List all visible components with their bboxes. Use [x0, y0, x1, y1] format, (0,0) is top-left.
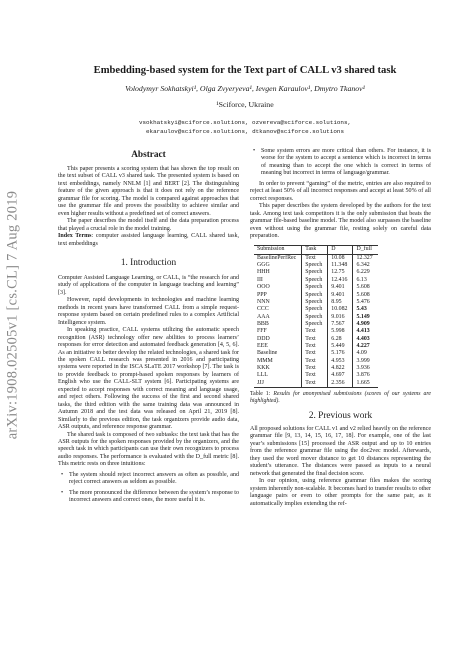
cell-task: Text [302, 380, 328, 388]
cell-d: 11.348 [328, 262, 353, 269]
results-table [254, 245, 378, 388]
paper-title: Embedding-based system for the Text part of CALL v3 shared task [93, 65, 397, 76]
index-terms [58, 233, 239, 248]
table-row [254, 380, 378, 388]
cell-task: Speech [302, 306, 328, 313]
cell-d: 8.95 [328, 299, 353, 306]
cell-dfull: 5.43 [356, 306, 367, 313]
cell-submission: PPP [254, 292, 302, 299]
cell-dfull: 3.999 [356, 357, 370, 364]
cell-task: Text [302, 365, 328, 372]
table-row [254, 292, 378, 299]
cell-d: 12.416 [328, 277, 353, 284]
cell-d: 10.08 [328, 254, 353, 262]
cell-dfull: 4.403 [356, 335, 370, 342]
cell-dfull: 6.13 [356, 276, 367, 283]
previous-work-paragraph: All proposed solutions for CALL v1 and v2 relied heavily on the reference grammar file [9, 13, 14, 15, 16, 17, 18]. For example, one of the last year’s submissions [15] processed the ASR output and up to 10 entries from the reference grammar file using the doc2vec model. Afterwards, they used the word mover distance to get 10 distances representing the student’s utterance. The distances were passed as inputs to a neural network that generated the final decision score. [250, 425, 431, 477]
intro-paragraph: The shared task is composed of two subtasks: the text task that has the ASR outputs for the spoken responses provided by the organizers, and the speech task in which participants can use their own recognizers to process audio responses. The performance is evaluated with the D_full metric [8]. This metric rests on three intuitions: [58, 431, 239, 468]
table-row [254, 277, 378, 284]
cell-d: 10.082 [328, 306, 353, 313]
section-heading-previous-work: 2. Previous work [308, 410, 373, 421]
cell-task: Speech [302, 269, 328, 276]
cell-task: Text [302, 372, 328, 379]
cell-dfull: 12.327 [356, 254, 373, 261]
cell-submission: CCC [254, 306, 302, 313]
cell-submission: JJJ [254, 380, 302, 388]
cell-submission: EEE [254, 343, 302, 350]
cell-dfull: 4.413 [356, 328, 370, 335]
cell-submission: GGG [254, 262, 302, 269]
cell-submission: LLL [254, 372, 302, 379]
cell-d: 4.697 [328, 372, 353, 379]
table-caption [250, 391, 431, 405]
cell-task: Speech [302, 292, 328, 299]
column-header-dfull: D_full [353, 246, 378, 254]
cell-submission: BBB [254, 321, 302, 328]
cell-dfull: 5.149 [356, 313, 370, 320]
cell-task: Speech [302, 321, 328, 328]
cell-d: 9.016 [328, 314, 353, 321]
table-row [254, 284, 378, 291]
cell-dfull: 6.342 [356, 262, 370, 269]
affiliation: ¹Sciforce, Ukraine [216, 100, 274, 109]
table-caption-text: Results for anonymised submissions (scores of our systems are highlighted). [250, 390, 432, 404]
cell-d: 9.401 [328, 284, 353, 291]
intro-paragraph: However, rapid developments in technologies and machine learning methods in recent years have transformed CALL from a simple request-response system based on certain predefined rules to a complex Artificial Intelligence system. [58, 297, 239, 326]
index-terms-text: : computer assisted language learning, CALL shared task, text embeddings [58, 233, 239, 247]
cell-dfull: 4.227 [356, 342, 370, 349]
column-header-d: D [328, 246, 353, 254]
body-paragraph: In order to prevent “gaming” of the metric, entries are also required to reject at least 50% of all incorrect responses and accept at least 50% of all correct responses. [250, 180, 431, 202]
table-row [254, 372, 378, 379]
table-row [254, 343, 378, 350]
table-row [254, 269, 378, 276]
cell-dfull: 6.229 [356, 269, 370, 276]
cell-dfull: 3.936 [356, 364, 370, 371]
table-row [254, 350, 378, 357]
intro-paragraph: Computer Assisted Language Learning, or CALL, is “the research for and study of applications of the computer in language teaching and learning” [3]. [58, 274, 239, 296]
cell-submission: OOO [254, 284, 302, 291]
intro-paragraph: In speaking practice, CALL systems utilizing the automatic speech recognition (ASR) technology offer new abilities to process learners’ responses for error detection and automated feedback generation [4, 5, 6]. As an initiative to better develop the related technologies, a shared task for the spoken CALL research was presented in 2016 and participating systems were reported in the ISCA SLaTE 2017 workshop [7]. The task is to provide feedback to prompt-based spoken responses by learners of English who use the CALL-SLT system [6]. Participating systems are expected to accept responses with correct meaning and language usage, and reject others. Following the success of the first and second shared tasks, the third edition with the same training data was announced in Autumn 2018 and the test data was released on April 21, 2019 [8]. Similarly to the previous edition, the task organizers provide audio data, ASR outputs, and reference response grammar. [58, 327, 239, 431]
cell-task: Speech [302, 277, 328, 284]
cell-submission: MMM [254, 358, 302, 365]
column-header-submission: Submission [254, 246, 302, 254]
column-header-task: Task [302, 246, 328, 254]
cell-d: 5.449 [328, 343, 353, 350]
previous-work-paragraph: In our opinion, using reference grammar files makes the scoring system inherently non-scalable. It becomes hard to transfer results to other language pairs or even to other prompts for the same pair, as it automatically implies extending the ref- [250, 478, 431, 507]
email-line: ekaraulov@sciforce.solutions, dtkanov@sciforce.solutions [146, 128, 344, 136]
cell-task: Speech [302, 299, 328, 306]
cell-d: 5.176 [328, 350, 353, 357]
table-row [254, 262, 378, 269]
cell-task: Text [302, 254, 328, 262]
cell-dfull: 5.608 [356, 284, 370, 291]
table-row [254, 254, 378, 262]
email-list [60, 118, 430, 137]
list-item: • The more pronounced the difference between the system’s response to incorrect answers and correct ones, the more useful it is. [58, 490, 239, 505]
author-list: Volodymyr Sokhatskyi¹, Olga Zvyeryeva¹, Ievgen Karaulov¹, Dmytro Tkanov¹ [125, 84, 365, 93]
cell-task: Speech [302, 314, 328, 321]
cell-task: Text [302, 358, 328, 365]
cell-task: Speech [302, 284, 328, 291]
table-row [254, 306, 378, 313]
cell-submission: KKK [254, 365, 302, 372]
arxiv-stamp: arXiv:1908.02505v1 [cs.CL] 7 Aug 2019 [4, 190, 21, 440]
cell-d: 2.356 [328, 380, 353, 388]
body-paragraph: This paper describes the system developed by the authors for the text task. Among text task competitors it is the only submission that beats the grammar file-based baseline model. The model also surpasses the baseline even without using the grammar file, resting solely on careful data preparation. [250, 203, 431, 239]
cell-d: 7.567 [328, 321, 353, 328]
table-header-row [254, 246, 378, 254]
cell-d: 6.28 [328, 336, 353, 343]
cell-d: 5.998 [328, 328, 353, 335]
cell-submission: FFF [254, 328, 302, 335]
cell-task: Text [302, 328, 328, 335]
cell-submission: AAA [254, 314, 302, 321]
cell-submission: NNN [254, 299, 302, 306]
email-line: vsokhatskyi@sciforce.solutions, ozvereva@sciforce.solutions, [138, 119, 352, 126]
table-body [254, 254, 378, 387]
cell-submission: HHH [254, 269, 302, 276]
cell-d: 9.401 [328, 292, 353, 299]
index-terms-label: Index Terms [58, 233, 92, 240]
abstract-heading: Abstract [131, 150, 166, 160]
cell-d: 4.822 [328, 365, 353, 372]
abstract-paragraph: This paper presents a scoring system that has shown the top result on the text subset of CALL v3 shared task. The presented system is based on text embeddings, namely NNLM [1] and BERT [2]. The distinguishing feature of the given approach is that it does not rely on the reference grammar file for scoring. The model is compared against approaches that use the grammar file and proves the possibility to achieve similar and even higher results without a predefined set of correct answers. [58, 166, 239, 217]
intuition-list [58, 472, 239, 505]
cell-submission: BaselinePerfRec [254, 254, 302, 262]
table-caption-label: Table 1: [250, 390, 274, 397]
cell-task: Text [302, 343, 328, 350]
table-row [254, 336, 378, 343]
abstract-paragraph: The paper describes the model itself and the data preparation process that played a crucial role in the model training. [58, 218, 239, 232]
cell-dfull: 1.665 [353, 380, 378, 388]
cell-submission: DDD [254, 336, 302, 343]
cell-task: Text [302, 336, 328, 343]
cell-submission: III [254, 277, 302, 284]
table-row [254, 328, 378, 335]
list-item: • The system should reject incorrect answers as often as possible, and reject correct answers as seldom as possible. [58, 472, 239, 487]
cell-dfull: 4.09 [356, 350, 367, 357]
intuition-list-continued [250, 148, 431, 178]
cell-dfull: 5.476 [356, 298, 370, 305]
cell-dfull: 5.608 [356, 291, 370, 298]
table-row [254, 365, 378, 372]
left-column [58, 148, 239, 508]
cell-dfull: 4.909 [356, 320, 370, 327]
list-item: • Some system errors are more critical than others. For instance, it is worse for the system to accept a sentence which is incorrect in terms of meaning than to accept the one which is correct in terms of meaning but incorrect in terms of language/grammar. [250, 148, 431, 178]
table-row [254, 299, 378, 306]
right-column [250, 148, 431, 508]
cell-dfull: 3.876 [356, 372, 370, 379]
cell-d: 4.953 [328, 358, 353, 365]
cell-task: Text [302, 350, 328, 357]
cell-d: 12.75 [328, 269, 353, 276]
table-row [254, 358, 378, 365]
cell-task: Speech [302, 262, 328, 269]
table-row [254, 321, 378, 328]
cell-submission: Baseline [254, 350, 302, 357]
table-row [254, 314, 378, 321]
section-heading-introduction: 1. Introduction [120, 257, 177, 268]
